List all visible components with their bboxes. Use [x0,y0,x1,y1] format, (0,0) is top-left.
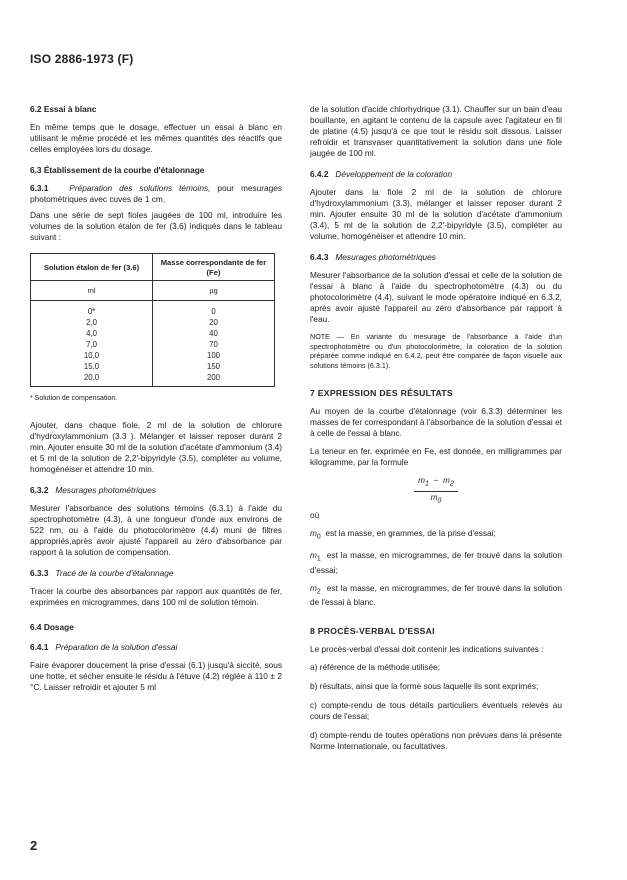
section-6-4-2-text: Ajouter dans la fiole 2 ml de la solution de chlorure d'hydroxylammonium (3.3), mélanger et laisser reposer durant 2 min. Ajouter ensuite 30 ml de la solution d'acétate d'ammonium (3.4), 5 ml de la solution de 2,2'-bipyridyle (3.5), compléter au volume, homogénéiser et attendre 10 min. [310,187,562,241]
section-6-4-title: 6.4 Dosage [30,622,74,632]
section-6-4-3-text: Mesurer l'absorbance de la solution d'essai et celle de la solution de l'essai à blanc à l'aide du spectrophotomètre (4.3) ou du photocolorimètre (4.4), suivant le mode opératoire indiqué en 6.3.2, après avoir ajusté l'appareil au zéro d'absorbance par rapport à l'eau. [310,270,562,324]
table-row [31,361,275,372]
section-6-3-2-number: 6.3.2 [30,485,49,495]
table-cell: 70 [153,339,275,350]
section-7-title: 7 EXPRESSION DES RÉSULTATS [310,388,453,398]
list-item: c) compte-rendu de tous détails particuliers éventuels relevés au cours de l'essai; [310,700,562,722]
definition-m0-symbol: m [310,528,317,539]
section-6-3-2-heading [30,485,282,496]
table-row [31,301,275,318]
formula-denominator [414,492,458,507]
list-item: b) résultats, ainsi que la forme sous laquelle ils sont exprimés; [310,681,539,692]
section-6-3-1-number: 6.3.1 [30,183,49,193]
definition-m0 [310,528,562,543]
section-6-4-3-heading [310,252,562,263]
table-row [31,328,275,339]
page-number: 2 [30,838,38,853]
table-cell: 20,0 [31,372,153,387]
section-6-3-1-text: Dans une série de sept fioles jaugées de 100 ml, introduire les volumes de la solution étalon de fer (3.6) indiqués dans le tableau suivant : [30,210,282,242]
definition-m2 [310,583,562,609]
section-7-text-2: La teneur en fer, exprimée en Fe, est donnée, en milligrammes par kilogramme, par la formule [310,446,562,467]
section-7-text-1: Au moyen de la courbe d'étalonnage (voir 6.3.3) déterminer les masses de fer correspondant à l'absorbance de la solution d'essai et à celle de l'essai à blanc. [310,406,562,438]
formula-minus: − [433,475,439,485]
definition-m2-text: est la masse, en microgrammes, de fer trouvé dans la solution de l'essai à blanc. [310,582,562,608]
section-6-3-3-text: Tracer la courbe des absorbances par rapport aux quantités de fer, exprimées en microgrammes, dans 100 ml de solution témoin. [30,586,282,607]
definition-m1 [310,550,562,576]
table-cell: 4,0 [31,328,153,339]
section-6-4-3-title: Mesurages photométriques [335,252,436,262]
section-6-3-2-text: Mesurer l'absorbance des solutions témoins (6.3.1) à l'aide du spectrophotomètre (4.3), à une longueur d'onde aux environs de 522 nm, ou à l'aide du photocolorimètre (4.4) muni de filtres appropriés,après avoir ajusté l'appareil au zéro d'absorbance par rapport à la solution de compensation. [30,503,282,557]
formula-var-m1: m [418,475,426,485]
table-cell: 7,0 [31,339,153,350]
continuation-text: de la solution d'acide chlorhydrique (3.1). Chauffer sur un bain d'eau bouillante, en agitant le contenu de la capsule avec l'agitateur en fil de platine (4.5) jusqu'à ce que tout le résidu soit dissous. Laisser refroidir et transvaser quantitativement la solution dans une fiole jaugée de 100 ml. [310,104,562,158]
definition-m1-sub: 1 [316,555,321,563]
section-6-2-text: En même temps que le dosage, effectuer un essai à blanc en utilisant le même procédé et les mêmes quantités des réactifs que celles employées lors du dosage. [30,122,282,154]
table-row [31,339,275,350]
formula-sub-2: 2 [449,480,454,488]
section-6-3-3-title: Tracé de la courbe d'étalonnage [55,568,174,578]
formula-var-m2: m [443,475,450,485]
definition-m0-text: est la masse, en grammes, de la prise d'essai; [325,528,496,539]
formula-fraction [414,475,458,506]
section-6-4-2-title: Développement de la coloration [335,169,453,179]
definition-m1-symbol: m [310,549,317,560]
result-formula [310,475,562,506]
section-8-text: Le procès-verbal d'essai doit contenir les indications suivantes : [310,644,544,655]
table-header-solution: Solution étalon de fer (3.6) [31,254,153,281]
table-cell: 40 [153,328,275,339]
table-cell: 20 [153,317,275,328]
table-unit-row [31,281,275,301]
table-unit-ml: ml [31,281,153,301]
table-header-mass: Masse correspondante de fer (Fe) [153,254,275,281]
section-6-3-2-title: Mesurages photométriques [55,485,156,495]
section-6-3-1-heading [30,183,282,205]
table-cell: 150 [153,361,275,372]
table-header-row [31,254,275,281]
formula-var-m0: m [430,491,438,502]
section-6-2-title: 6.2 Essai à blanc [30,104,97,114]
table-row [31,372,275,387]
section-8-title: 8 PROCÈS-VERBAL D'ESSAI [310,626,435,637]
section-6-4-3-number: 6.4.3 [310,252,329,262]
section-6-4-2-number: 6.4.2 [310,169,329,179]
section-6-4-1-number: 6.4.1 [30,642,49,652]
definition-m2-sub: 2 [316,588,321,596]
section-6-4-1-heading [30,642,282,653]
section-6-3-3-number: 6.3.3 [30,568,49,578]
table-cell: 100 [153,350,275,361]
definition-m1-text: est la masse, en microgrammes, de fer trouvé dans la solution d'essai; [310,549,562,575]
table-row [31,317,275,328]
section-6-3-3-heading [30,568,282,579]
table-cell: 10,0 [31,350,153,361]
document-header: ISO 2886-1973 (F) [30,52,134,66]
section-6-3-1-title-rest: pour mesurages photométriques avec cuves de 1 cm. [30,183,282,204]
table-cell: 0 [153,301,275,318]
table-cell: 15,0 [31,361,153,372]
where-label: où [310,510,320,521]
table-cell: 2,0 [31,317,153,328]
table-footnote: * Solution de compensation. [30,395,118,402]
section-6-4-2-heading [310,169,562,180]
list-item: d) compte-rendu de toutes opérations non prévues dans la présente Norme Internationale, ou facultatives. [310,730,562,752]
list-item: a) référence de la méthode utilisée; [310,662,441,673]
table-unit-ug: µg [153,281,275,301]
definition-m2-symbol: m [310,582,317,593]
section-6-4-1-text: Faire évaporer doucement la prise d'essai (6.1) jusqu'à siccité, sous une hotte, et sécher ensuite le résidu à l'étuve (4.2) réglée à 110 ± 2 °C. Laisser refroidir et ajouter 5 ml [30,660,282,692]
formula-sub-1: 1 [425,480,429,488]
formula-numerator [414,475,458,492]
formula-sub-0: 0 [437,497,442,505]
section-6-3-title: 6.3 Établissement de la courbe d'étalonnage [30,165,205,175]
definition-m0-sub: 0 [316,533,321,541]
section-6-4-1-title: Préparation de la solution d'essai [55,642,178,652]
section-6-3-1-text-2: Ajouter, dans chaque fiole, 2 ml de la solution de chlorure d'hydroxylammonium (3.3 ). Mélanger et laisser reposer durant 2 min. Ajouter ensuite 30 ml de la solution d'acétate d'ammonium (3.4) et 5 ml de la solution de 2,2'-bipyridyle (3.5), compléter au volume, homogénéiser et attendre 10 min. [30,420,282,474]
table-cell: 0* [31,301,153,318]
right-column [310,104,562,760]
table-cell: 200 [153,372,275,387]
standard-solution-table [30,253,275,387]
note-text: NOTE — En variante du mesurage de l'absorbance à l'aide d'un spectrophotomètre ou d'un photocolorimètre, la coloration de la solution préparée comme indiqué en 6.4.2, peut être comparée de façon visuelle aux solutions témoins (6.3.1). [310,332,562,370]
table-row [31,350,275,361]
left-column [30,104,282,700]
section-6-3-1-title: Préparation des solutions témoins, [69,183,211,193]
